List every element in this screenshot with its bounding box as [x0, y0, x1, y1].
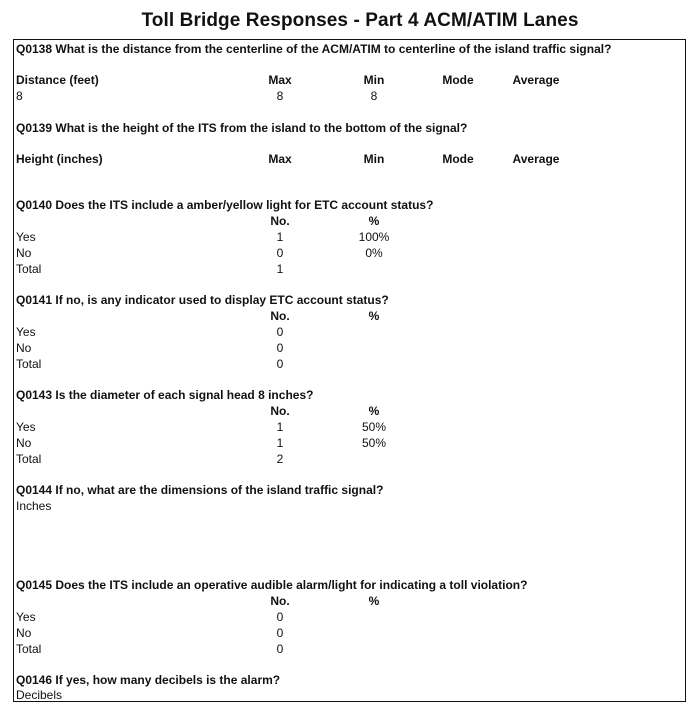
row-count: 0: [276, 610, 284, 624]
row-label: Yes: [16, 230, 36, 244]
col-average-header: Average: [512, 152, 560, 166]
col-mode-header: Mode: [442, 152, 474, 166]
row-label: Total: [16, 452, 42, 466]
distance-label: Distance (feet): [16, 73, 99, 87]
question-q0139: Q0139 What is the height of the ITS from the island to the bottom of the signal?: [16, 121, 468, 135]
row-pct: 50%: [361, 420, 387, 434]
report-frame: [13, 39, 686, 702]
row-pct: 0%: [365, 246, 383, 260]
row-pct: 100%: [358, 230, 390, 244]
question-q0144: Q0144 If no, what are the dimensions of the island traffic signal?: [16, 483, 384, 497]
row-count: 1: [276, 436, 284, 450]
row-count: 1: [276, 262, 284, 276]
question-q0146: Q0146 If yes, how many decibels is the alarm?: [16, 673, 281, 687]
col-no-header: No.: [270, 594, 290, 608]
row-count: 1: [276, 420, 284, 434]
row-label: Total: [16, 642, 42, 656]
row-count: 0: [276, 246, 284, 260]
col-mode-header: Mode: [442, 73, 474, 87]
question-q0138: Q0138 What is the distance from the centerline of the ACM/ATIM to centerline of the island traffic signal?: [16, 42, 612, 56]
col-min-header: Min: [363, 73, 385, 87]
row-label: Yes: [16, 325, 36, 339]
row-count: 0: [276, 626, 284, 640]
question-q0141: Q0141 If no, is any indicator used to display ETC account status?: [16, 293, 389, 307]
row-label: No: [16, 341, 32, 355]
col-no-header: No.: [270, 214, 290, 228]
row-label: No: [16, 626, 32, 640]
col-no-header: No.: [270, 309, 290, 323]
distance-max-value: 8: [276, 89, 284, 103]
col-pct-header: %: [368, 309, 380, 323]
row-label: Total: [16, 357, 42, 371]
col-pct-header: %: [368, 214, 380, 228]
col-average-header: Average: [512, 73, 560, 87]
distance-value-label: 8: [16, 89, 23, 103]
question-q0145: Q0145 Does the ITS include an operative audible alarm/light for indicating a toll violation?: [16, 578, 528, 592]
col-pct-header: %: [368, 404, 380, 418]
row-count: 1: [276, 230, 284, 244]
row-label: Yes: [16, 610, 36, 624]
height-label: Height (inches): [16, 152, 103, 166]
row-count: 0: [276, 341, 284, 355]
page-title: Toll Bridge Responses - Part 4 ACM/ATIM Lanes: [141, 10, 579, 31]
col-pct-header: %: [368, 594, 380, 608]
col-max-header: Max: [268, 73, 292, 87]
row-count: 0: [276, 642, 284, 656]
row-label: No: [16, 436, 32, 450]
row-pct: 50%: [361, 436, 387, 450]
row-count: 0: [276, 357, 284, 371]
col-no-header: No.: [270, 404, 290, 418]
row-count: 0: [276, 325, 284, 339]
row-label: No: [16, 246, 32, 260]
question-q0140: Q0140 Does the ITS include a amber/yellow light for ETC account status?: [16, 198, 434, 212]
col-max-header: Max: [268, 152, 292, 166]
row-label: Yes: [16, 420, 36, 434]
row-label: Total: [16, 262, 42, 276]
question-q0143: Q0143 Is the diameter of each signal head 8 inches?: [16, 388, 314, 402]
col-min-header: Min: [363, 152, 385, 166]
distance-min-value: 8: [370, 89, 378, 103]
decibels-label: Decibels: [16, 688, 63, 702]
row-count: 2: [276, 452, 284, 466]
inches-label: Inches: [16, 499, 52, 513]
